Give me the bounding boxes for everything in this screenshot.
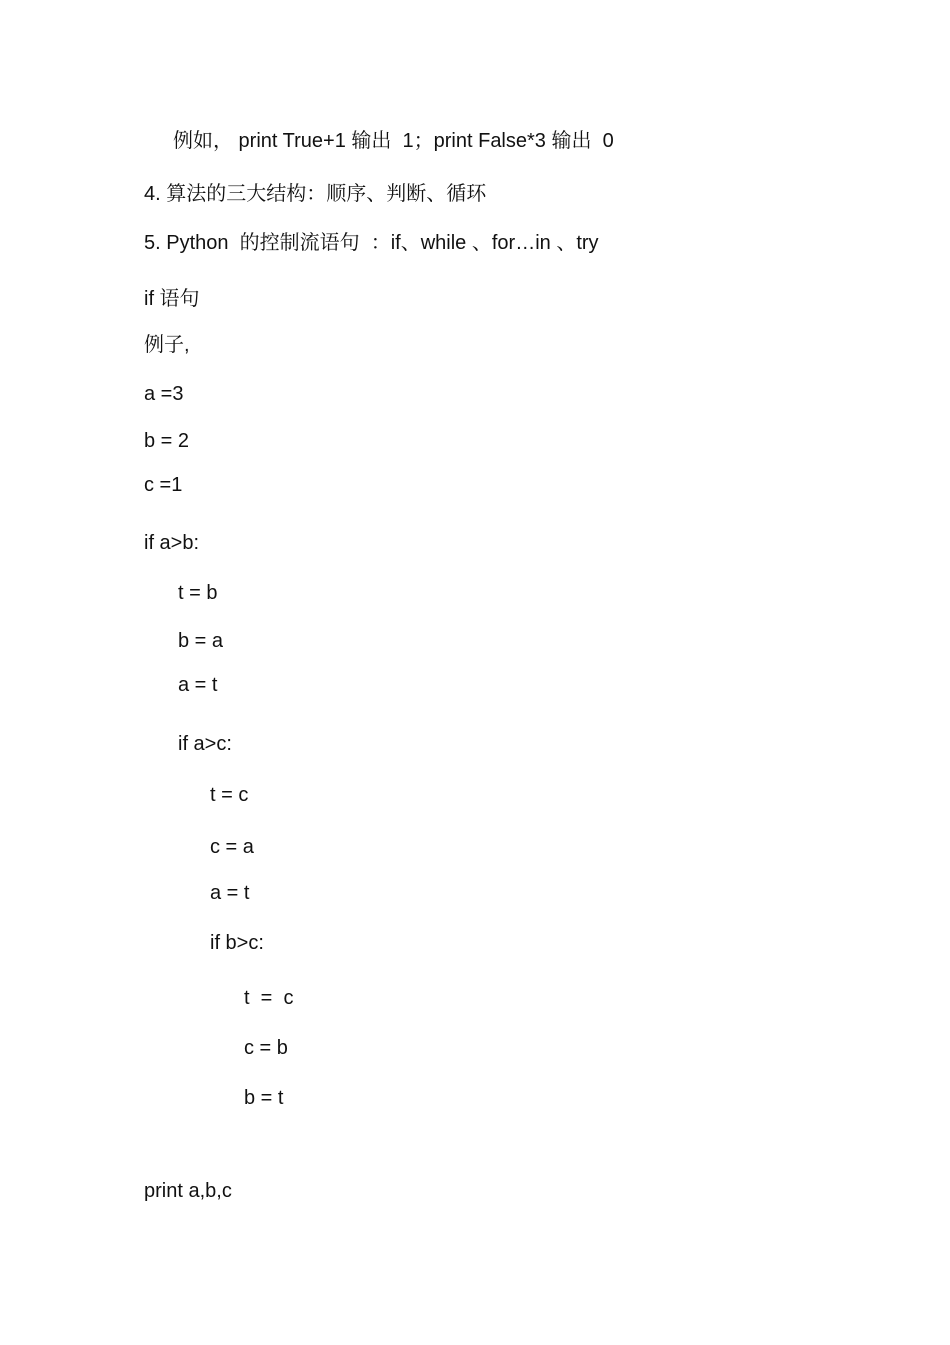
code-line: if a>b: (144, 532, 200, 554)
code-line: c = a (210, 836, 254, 858)
code-line: print a,b,c (144, 1180, 232, 1202)
example-bool-arith-line: 例如， print True+1 输出 1；print False*3 输出 0 (173, 130, 614, 152)
code-line: b = a (178, 630, 224, 652)
code-line: t = b (178, 582, 218, 604)
example-label: 例子, (144, 334, 190, 356)
code-line: if a>c: (178, 733, 232, 755)
code-line: t = c (244, 987, 294, 1009)
algorithm-structures-line: 4. 算法的三大结构：顺序、判断、循环 (144, 183, 487, 205)
control-flow-statements-line: 5. Python 的控制流语句 ：if、while 、for…in 、try (144, 232, 599, 254)
code-line: a =3 (144, 383, 184, 405)
code-line: c =1 (144, 474, 183, 496)
code-line: a = t (178, 674, 218, 696)
if-statement-heading: if 语句 (144, 288, 200, 310)
code-line: if b>c: (210, 932, 264, 954)
code-line: a = t (210, 882, 250, 904)
code-line: c = b (244, 1037, 288, 1059)
code-line: t = c (210, 784, 249, 806)
code-line: b = 2 (144, 430, 190, 452)
code-line: b = t (244, 1087, 284, 1109)
